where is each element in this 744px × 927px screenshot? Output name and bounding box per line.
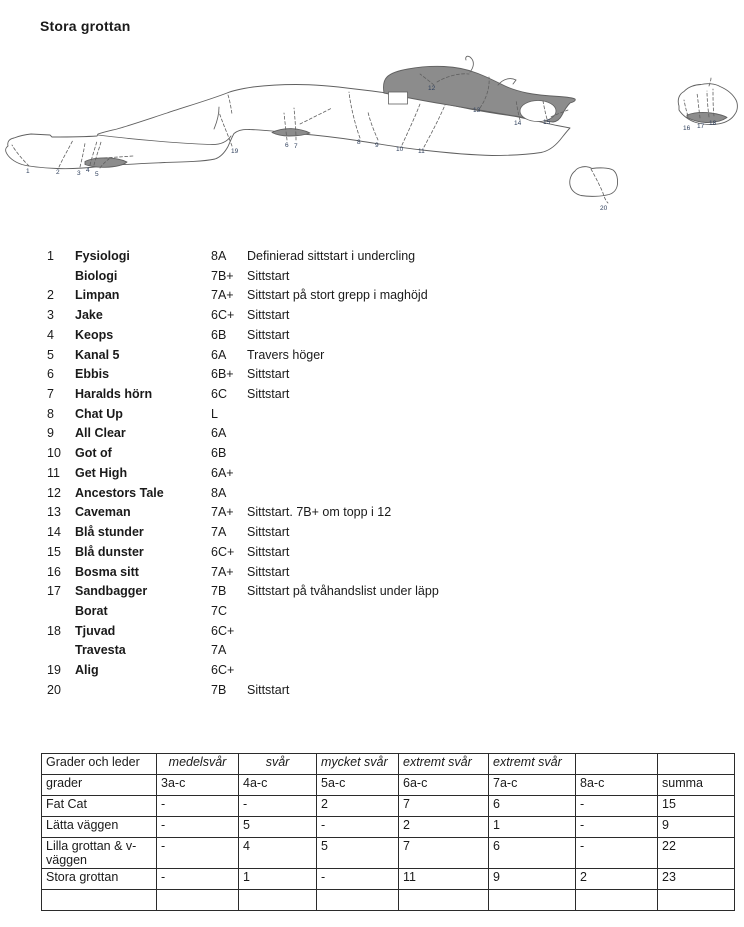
- grade-table-cell: 7: [399, 796, 489, 817]
- grade-table-cell: summa: [658, 775, 735, 796]
- grade-table-cell: 6: [489, 838, 576, 869]
- route-number-label: 13: [473, 107, 481, 114]
- grade-table-cell: [399, 890, 489, 911]
- route-no: 2: [47, 288, 54, 303]
- route-note: Sittstart: [247, 367, 290, 382]
- grade-table-cell: 23: [658, 869, 735, 890]
- route-grade: 6A+: [211, 465, 234, 480]
- route-grade: 6B: [211, 327, 227, 342]
- route-grade: 7B+: [211, 268, 234, 283]
- route-number-label: 20: [600, 205, 608, 212]
- route-name: Haralds hörn: [75, 387, 153, 402]
- grade-table-cell: Fat Cat: [42, 796, 157, 817]
- grade-table-cell: -: [576, 838, 658, 869]
- route-no: 5: [47, 347, 54, 362]
- route-number-label: 11: [418, 148, 425, 155]
- route-name: Biologi: [75, 268, 118, 283]
- route-name: Got of: [75, 446, 112, 461]
- small-boulder-bottom-outline: [570, 167, 618, 197]
- grade-table-cell: 8a-c: [576, 775, 658, 796]
- grade-table-cell: -: [317, 869, 399, 890]
- grade-table-header-cell: [576, 754, 658, 775]
- grade-table-cell: 9: [658, 817, 735, 838]
- grade-table-cell: -: [157, 817, 239, 838]
- grade-table-header-cell: svår: [239, 754, 317, 775]
- grade-table-cell: grader: [42, 775, 157, 796]
- route-name: Caveman: [75, 505, 131, 520]
- route-name: Jake: [75, 308, 103, 323]
- grade-table-cell: 15: [658, 796, 735, 817]
- route-name: Ancestors Tale: [75, 485, 164, 500]
- route-no: 15: [47, 544, 61, 559]
- route-name: Keops: [75, 327, 114, 342]
- grade-table-cell: [42, 890, 157, 911]
- route-name: All Clear: [75, 426, 126, 441]
- grade-table-cell: [489, 890, 576, 911]
- grade-table-cell: 5a-c: [317, 775, 399, 796]
- route-note: Sittstart: [247, 544, 290, 559]
- route-name: Sandbagger: [75, 584, 148, 599]
- grade-table-cell: [239, 890, 317, 911]
- route-grade: 6B: [211, 446, 227, 461]
- grade-table-cell: [576, 890, 658, 911]
- route-number-label: 10: [396, 146, 404, 153]
- route-number-label: 7: [294, 143, 298, 150]
- route-name: Kanal 5: [75, 347, 120, 362]
- route-grade: 6C+: [211, 623, 235, 638]
- route-number-label: 12: [428, 85, 436, 92]
- route-number-label: 6: [285, 142, 289, 149]
- route-number-label: 9: [375, 142, 379, 149]
- grade-table-cell: -: [157, 838, 239, 869]
- route-grade: 6C+: [211, 663, 235, 678]
- grade-table-cell: 2: [576, 869, 658, 890]
- route-name: Ebbis: [75, 367, 110, 382]
- route-grade: 7B: [211, 682, 227, 697]
- grade-table-cell: 2: [317, 796, 399, 817]
- grade-table-cell: Lilla grottan & v-väggen: [42, 838, 157, 869]
- route-name: Alig: [75, 663, 99, 678]
- grade-table-cell: [317, 890, 399, 911]
- route-grade: 7A+: [211, 505, 234, 520]
- grade-summary-table: [41, 753, 735, 911]
- route-grade: 6C+: [211, 544, 235, 559]
- grade-table-row: [42, 796, 735, 817]
- roof-white-notch: [389, 92, 408, 104]
- grade-table-header-cell: Grader och leder: [42, 754, 157, 775]
- grade-table-cell: -: [157, 869, 239, 890]
- route-name: Blå dunster: [75, 544, 144, 559]
- grade-table-cell: Lätta väggen: [42, 817, 157, 838]
- route-no: 20: [47, 682, 61, 697]
- route-note: Sittstart: [247, 268, 290, 283]
- grade-table-cell: 1: [489, 817, 576, 838]
- route-note: Travers höger: [247, 347, 325, 362]
- grade-table-cell: 6a-c: [399, 775, 489, 796]
- route-grade: 6C+: [211, 308, 235, 323]
- route-number-label: 19: [231, 148, 239, 155]
- topo-diagram: [0, 0, 744, 240]
- route-no: 3: [47, 308, 54, 323]
- route-name: Tjuvad: [75, 623, 116, 638]
- grade-table-row: [42, 869, 735, 890]
- grade-table-row: [42, 890, 735, 911]
- grade-table-cell: 3a-c: [157, 775, 239, 796]
- route-name: Travesta: [75, 643, 126, 658]
- grade-table-row: [42, 775, 735, 796]
- grade-table-cell: 22: [658, 838, 735, 869]
- grade-table-header-row: [42, 754, 735, 775]
- route-no: 11: [47, 465, 60, 480]
- route-grade: 8A: [211, 249, 227, 263]
- grade-table-cell: [157, 890, 239, 911]
- grade-table-header-cell: mycket svår: [317, 754, 399, 775]
- route-name: Bosma sitt: [75, 564, 139, 579]
- grade-table-cell: -: [576, 796, 658, 817]
- route-no: 19: [47, 663, 61, 678]
- page-title: Stora grottan: [40, 18, 131, 35]
- route-number-label: 2: [56, 169, 60, 176]
- route-number-label: 8: [357, 139, 361, 146]
- route-note: Definierad sittstart i undercling: [247, 249, 416, 263]
- route-number-label: 18: [709, 120, 717, 127]
- route-grade: 6C: [211, 387, 227, 402]
- route-name: Chat Up: [75, 406, 123, 421]
- grade-table-cell: 5: [317, 838, 399, 869]
- grade-table-cell: 4a-c: [239, 775, 317, 796]
- grade-table-cell: Stora grottan: [42, 869, 157, 890]
- route-number-label: 14: [514, 120, 522, 127]
- route-grade: L: [211, 406, 218, 421]
- route-note: Sittstart. 7B+ om topp i 12: [247, 505, 392, 520]
- route-number-label: 4: [86, 167, 90, 174]
- route-grade: 7A+: [211, 288, 234, 303]
- route-no: 9: [47, 426, 54, 441]
- route-grade: 6B+: [211, 367, 234, 382]
- route-note: Sittstart på tvåhandslist under läpp: [247, 584, 439, 599]
- route-name: Limpan: [75, 288, 120, 303]
- route-no: 13: [47, 505, 61, 520]
- route-note: Sittstart: [247, 525, 290, 540]
- route-number-label: 3: [77, 170, 81, 177]
- route-grade: 8A: [211, 485, 227, 500]
- grade-table-header-cell: [658, 754, 735, 775]
- grade-table-cell: 6: [489, 796, 576, 817]
- grade-table-cell: 5: [239, 817, 317, 838]
- grade-table-header-cell: extremt svår: [399, 754, 489, 775]
- alcove-cutout: [520, 101, 556, 122]
- route-grade: 7A+: [211, 564, 234, 579]
- grade-table-cell: [658, 890, 735, 911]
- grade-table-header-cell: extremt svår: [489, 754, 576, 775]
- route-grade: 7B: [211, 584, 227, 599]
- grade-table-row: [42, 817, 735, 838]
- route-no: 14: [47, 525, 61, 540]
- grade-table-cell: -: [239, 796, 317, 817]
- route-number-label: 1: [26, 168, 30, 175]
- route-no: 16: [47, 564, 61, 579]
- route-number-label: 15: [543, 119, 551, 126]
- route-note: Sittstart: [247, 682, 290, 697]
- route-note: Sittstart: [247, 327, 290, 342]
- route-note: Sittstart: [247, 564, 290, 579]
- route-name: Fysiologi: [75, 249, 130, 263]
- route-name: Borat: [75, 603, 108, 618]
- grade-table-cell: 4: [239, 838, 317, 869]
- route-no: 4: [47, 327, 54, 342]
- route-no: 12: [47, 485, 61, 500]
- grade-table-cell: 1: [239, 869, 317, 890]
- route-no: 7: [47, 387, 54, 402]
- route-no: 1: [47, 249, 54, 263]
- route-name: Get High: [75, 465, 128, 480]
- grade-table-cell: -: [157, 796, 239, 817]
- route-grade: 7C: [211, 603, 227, 618]
- route-name: Blå stunder: [75, 525, 144, 540]
- grade-table-cell: 7a-c: [489, 775, 576, 796]
- grade-table-cell: -: [576, 817, 658, 838]
- route-no: 10: [47, 446, 61, 461]
- route-grade: 7A: [211, 525, 227, 540]
- route-grade: 7A: [211, 643, 227, 658]
- route-no: 17: [47, 584, 61, 599]
- grade-table-cell: 2: [399, 817, 489, 838]
- route-grade: 6A: [211, 347, 227, 362]
- grade-table-cell: 9: [489, 869, 576, 890]
- route-no: 6: [47, 367, 54, 382]
- route-note: Sittstart på stort grepp i maghöjd: [247, 288, 428, 303]
- grade-table-cell: -: [317, 817, 399, 838]
- route-no: 18: [47, 623, 61, 638]
- grade-table-header-cell: medelsvår: [157, 754, 239, 775]
- route-note: Sittstart: [247, 308, 290, 323]
- route-no: 8: [47, 406, 54, 421]
- route-note: Sittstart: [247, 387, 290, 402]
- grade-table-cell: 11: [399, 869, 489, 890]
- route-grade: 6A: [211, 426, 227, 441]
- grade-table-cell: 7: [399, 838, 489, 869]
- route-number-label: 17: [697, 123, 705, 130]
- grade-table-row: [42, 838, 735, 869]
- route-number-label: 5: [95, 171, 99, 178]
- route-number-label: 16: [683, 125, 691, 132]
